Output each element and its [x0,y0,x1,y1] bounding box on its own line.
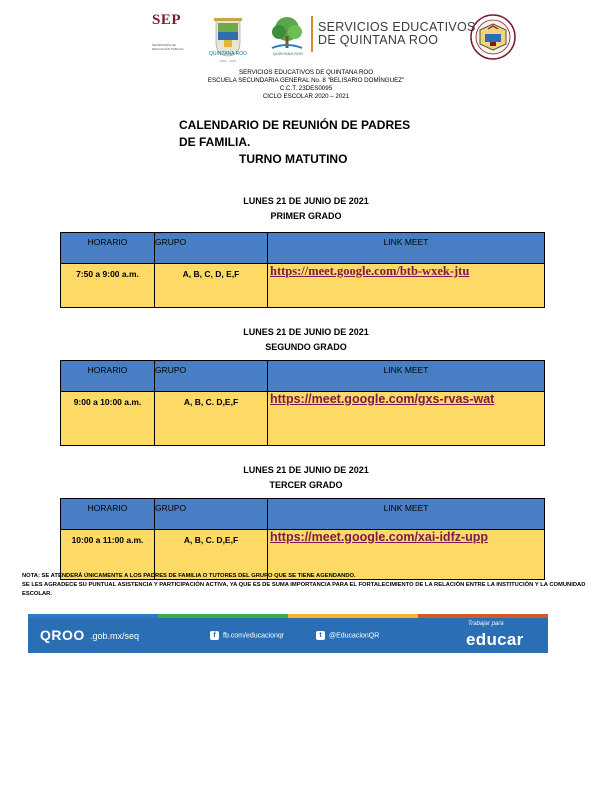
table-header-row [61,499,545,530]
header-grupo: GRUPO [155,233,268,264]
horario-cell: 7:50 a 9:00 a.m. [61,264,155,308]
school-info [0,69,612,101]
header-grupo: GRUPO [155,499,268,530]
footer-facebook[interactable] [210,631,284,640]
note [22,572,592,599]
title-line-3: TURNO MATUTINO [239,152,348,166]
table-row [61,264,545,308]
section-1-heading [0,194,612,224]
note-line-1: NOTA: SE ATENDERÁ ÚNICAMENTE A LOS PADRES DE FAMILIA O TUTORES DEL GRUPO QUE SE TIENE AGENDANDO. [22,573,356,579]
link-cell [268,264,545,308]
section-3-heading [0,463,612,493]
header-grupo: GRUPO [155,361,268,392]
grupo-cell: A, B, C, D, E,F [155,264,268,308]
schedule-table-3 [60,498,545,580]
footer-twitter[interactable] [316,631,379,640]
section-grade: PRIMER GRADO [270,211,342,221]
seq-title-line1: SERVICIOS EDUCATIVOS [318,20,476,34]
section-date: LUNES 21 DE JUNIO DE 2021 [243,196,369,206]
table-header-row [61,361,545,392]
twitter-icon: t [316,631,325,640]
section-date: LUNES 21 DE JUNIO DE 2021 [243,465,369,475]
header-link: LINK MEET [268,233,545,264]
footer-twitter-text: @EducacionQR [329,632,380,640]
seq-title-line2: DE QUINTANA ROO [318,33,439,47]
footer-facebook-text: fb.com/educacionqr [223,632,285,640]
header-link: LINK MEET [268,499,545,530]
meet-link-3[interactable]: https://meet.google.com/xai-idfz-upp [270,530,489,544]
header-link: LINK MEET [268,361,545,392]
seq-title [318,21,476,47]
facebook-icon: f [210,631,219,640]
footer-banner [28,618,548,653]
schedule-table-2 [60,360,545,446]
document-title [179,117,410,168]
school-crest-logo [468,12,518,62]
footer-slogan-small: Trabajar para [468,621,504,627]
horario-cell: 10:00 a 11:00 a.m. [61,530,155,580]
school-line-4: CICLO ESCOLAR 2020 – 2021 [262,93,350,100]
footer-qroo-logo: QROO [40,627,85,643]
link-cell [268,392,545,446]
sep-logo-subtitle: SECRETARÍA DE EDUCACIÓN PÚBLICA [152,43,184,51]
school-line-1: SERVICIOS EDUCATIVOS DE QUINTANA ROO [238,69,374,76]
tree-logo [264,14,310,56]
quintana-roo-label: QUINTANA ROO [209,51,247,57]
table-header-row [61,233,545,264]
section-grade: TERCER GRADO [269,480,343,490]
footer-slogan-big: educar [466,630,524,649]
horario-cell: 9:00 a 10:00 a.m. [61,392,155,446]
table-row [61,392,545,446]
sep-logo-text: SEP [152,12,182,28]
grupo-cell: A, B, C. D,E,F [155,392,268,446]
school-line-3: C.C.T. 23DES0095 [279,85,333,92]
schedule-table-1 [60,232,545,308]
section-2-heading [0,325,612,355]
note-line-2: SE LES AGRADECE SU PUNTUAL ASISTENCIA Y PARTICIPACIÓN ACTIVA, YA QUE ES DE SUMA IMPORTANCIA PARA EL FORTALECIMIENTO DE LA RELACIÓN ENTRE LA INSTITUCIÓN Y LA COMUNIDAD ESCOLAR. [22,582,586,597]
meet-link-2[interactable]: https://meet.google.com/gxs-rvas-wat [270,392,495,406]
footer-site-link[interactable]: .gob.mx/seq [90,631,140,641]
school-line-2: ESCUELA SECUNDARIA GENERAL No. 8 "BELISARIO DOMÍNGUEZ" [207,77,405,84]
quintana-roo-years: 2016 – 2022 [219,59,237,63]
header-horario: HORARIO [61,361,155,392]
section-date: LUNES 21 DE JUNIO DE 2021 [243,327,369,337]
title-line-1: CALENDARIO DE REUNIÓN DE PADRES [179,118,411,132]
section-grade: SEGUNDO GRADO [265,342,347,352]
grupo-cell: A, B, C. D,E,F [155,530,268,580]
title-line-2: DE FAMILIA. [179,135,251,149]
header-horario: HORARIO [61,499,155,530]
sep-logo [152,12,196,51]
header-horario: HORARIO [61,233,155,264]
header-divider [311,16,313,52]
meet-link-1[interactable]: https://meet.google.com/btb-wxek-jtu [270,264,470,278]
tree-logo-label: QUINTANA ROO [272,51,304,56]
